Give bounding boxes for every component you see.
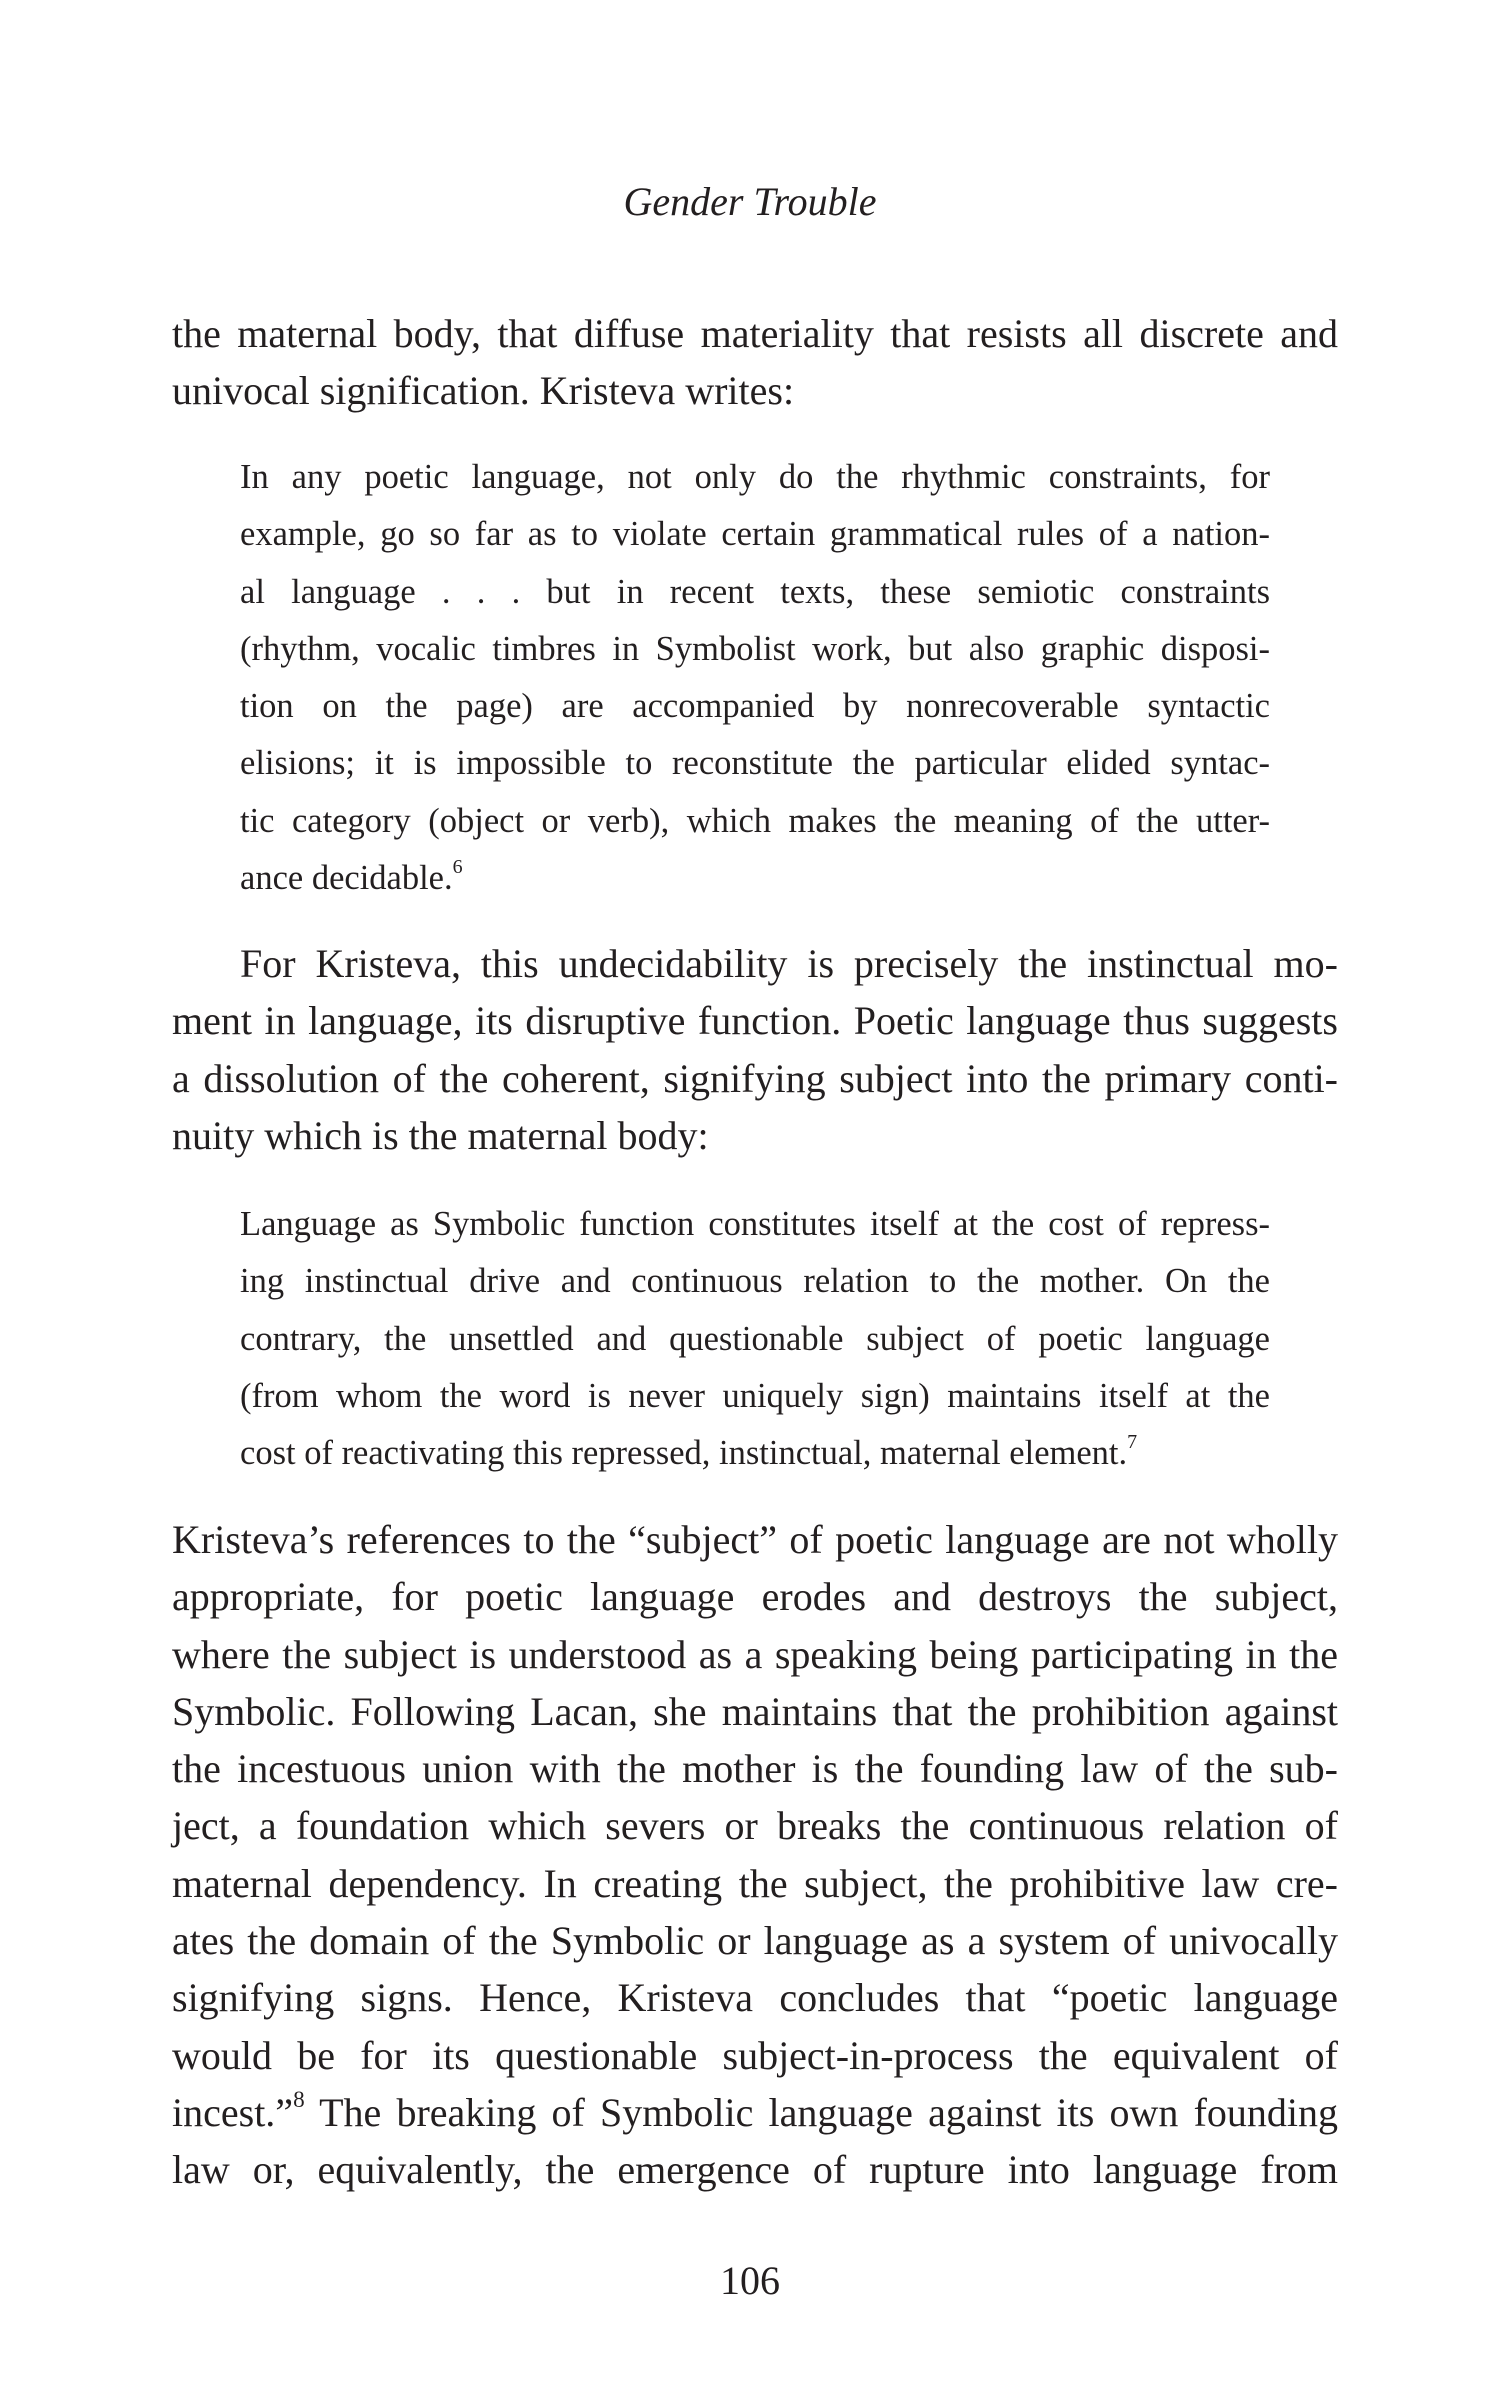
quote-line: ing instinctual drive and continuous relation to the mother. On the bbox=[240, 1262, 1270, 1301]
quote-line bbox=[240, 1425, 1270, 1482]
running-head: Gender Trouble bbox=[623, 179, 877, 224]
quote-line: (rhythm, vocalic timbres in Symbolist work, but also graphic disposi- bbox=[240, 629, 1270, 668]
text-line: ject, a foundation which severs or breaks the continuous relation of bbox=[172, 1803, 1338, 1849]
text-line: Symbolic. Following Lacan, she maintains that the prohibition against bbox=[172, 1688, 1338, 1734]
page-number: 106 bbox=[720, 2258, 780, 2303]
quote-line: (from whom the word is never uniquely sign) maintains itself at the bbox=[240, 1376, 1270, 1415]
footnote-marker: 8 bbox=[293, 2087, 305, 2114]
line-text: incest.” bbox=[172, 2089, 294, 2135]
text-line: ment in language, its disruptive function. Poetic language thus suggests bbox=[172, 998, 1338, 1044]
text-line: where the subject is understood as a speaking being participating in the bbox=[172, 1631, 1338, 1677]
text-line: would be for its questionable subject-in-process the equivalent of bbox=[172, 2032, 1338, 2078]
text-line: appropriate, for poetic language erodes and destroys the subject, bbox=[172, 1574, 1338, 1620]
block-quote-1 bbox=[240, 449, 1270, 907]
footnote-marker: 6 bbox=[452, 855, 463, 878]
quote-line: al language . . . but in recent texts, these semiotic constraints bbox=[240, 572, 1270, 611]
text-line: a dissolution of the coherent, signifying subject into the primary conti- bbox=[172, 1055, 1338, 1101]
text-line: maternal dependency. In creating the subject, the prohibitive law cre- bbox=[172, 1860, 1338, 1906]
block-quote-2 bbox=[240, 1196, 1270, 1482]
quote-text: cost of reactivating this repressed, instinctual, maternal element. bbox=[240, 1434, 1128, 1473]
text-line: the incestuous union with the mother is the founding law of the sub- bbox=[172, 1746, 1338, 1792]
quote-line: Language as Symbolic function constitutes itself at the cost of repress- bbox=[240, 1205, 1270, 1243]
quote-line: contrary, the unsettled and questionable subject of poetic language bbox=[240, 1319, 1270, 1358]
quote-line: tic category (object or verb), which makes the meaning of the utter- bbox=[240, 801, 1270, 840]
text-line: Kristeva’s references to the “subject” of poetic language are not wholly bbox=[172, 1517, 1338, 1562]
quote-line bbox=[240, 850, 1270, 907]
quote-line: In any poetic language, not only do the rhythmic constraints, for bbox=[240, 458, 1270, 496]
text-line: univocal signification. Kristeva writes: bbox=[172, 368, 795, 414]
paragraph-2 bbox=[172, 935, 1338, 1164]
quote-text: ance decidable. bbox=[240, 859, 453, 898]
footnote-marker: 7 bbox=[1127, 1431, 1138, 1454]
paragraph-1 bbox=[172, 305, 1338, 420]
paragraph-3 bbox=[172, 1511, 1338, 2199]
quote-line: example, go so far as to violate certain grammatical rules of a nation- bbox=[240, 515, 1270, 554]
text-line: the maternal body, that diffuse materiality that resists all discrete and bbox=[172, 311, 1338, 356]
text-line: nuity which is the maternal body: bbox=[172, 1112, 709, 1158]
text-line bbox=[172, 2084, 1338, 2141]
text-line: signifying signs. Hence, Kristeva concludes that “poetic language bbox=[172, 1975, 1338, 2021]
quote-line: tion on the page) are accompanied by nonrecoverable syntactic bbox=[240, 687, 1270, 726]
quote-line: elisions; it is impossible to reconstitute the particular elided syntac- bbox=[240, 744, 1270, 783]
line-text: The breaking of Symbolic language against its own founding bbox=[304, 2089, 1338, 2135]
text-line: For Kristeva, this undecidability is precisely the instinctual mo- bbox=[240, 941, 1338, 986]
text-line: law or, equivalently, the emergence of rupture into language from bbox=[172, 2147, 1338, 2193]
text-line: ates the domain of the Symbolic or language as a system of univocally bbox=[172, 1918, 1338, 1964]
